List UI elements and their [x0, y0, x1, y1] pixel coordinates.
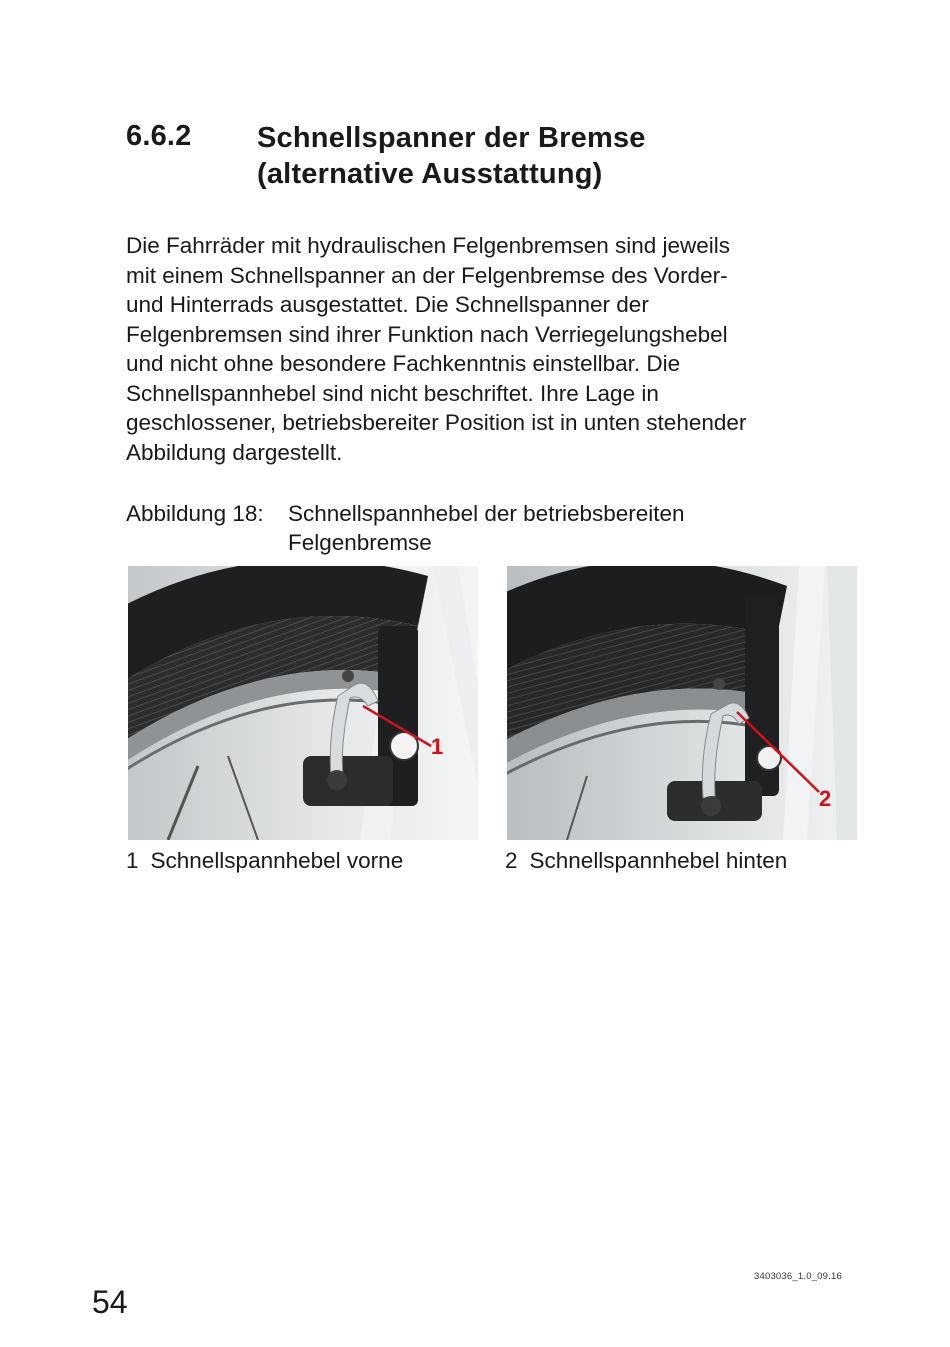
section-title-line: (alternative Ausstattung)	[257, 158, 603, 190]
body-line: und Hinterrads ausgestattet. Die Schnellspanner der	[126, 292, 649, 317]
body-line: Die Fahrräder mit hydraulischen Felgenbremsen sind jeweils	[126, 233, 731, 258]
photo-caption-front	[126, 848, 403, 874]
photo-caption-text: Schnellspannhebel vorne	[150, 848, 404, 873]
body-line: und nicht ohne besondere Fachkenntnis einstellbar. Die	[126, 351, 681, 376]
front-brake-photo	[128, 566, 478, 840]
figure-caption-line: Felgenbremse	[288, 530, 432, 555]
body-line: Schnellspannhebel sind nicht beschriftet. Ihre Lage in	[126, 380, 659, 406]
body-paragraph	[126, 231, 866, 467]
section-title	[257, 120, 646, 192]
document-code: 3403036_1.0_09.16	[754, 1271, 842, 1282]
figure-caption-line: Schnellspannhebel der betriebsbereiten	[288, 501, 685, 526]
photo-caption-text: Schnellspannhebel hinten	[529, 848, 788, 873]
section-number: 6.6.2	[126, 120, 192, 152]
body-line: Felgenbremsen sind ihrer Funktion nach Verriegelungshebel	[126, 321, 728, 347]
section-title-line: Schnellspanner der Bremse	[257, 122, 646, 154]
page-number: 54	[92, 1284, 128, 1320]
body-line: Abbildung dargestellt.	[126, 439, 343, 465]
photo-caption-number: 2	[505, 848, 518, 873]
figure-label: Abbildung 18:	[126, 501, 264, 526]
body-line: mit einem Schnellspanner an der Felgenbremse des Vorder-	[126, 262, 728, 288]
callout-marker-2: 2	[819, 786, 832, 811]
callout-marker-1: 1	[431, 734, 444, 759]
rear-brake-photo	[507, 566, 857, 840]
photo-caption-rear	[505, 848, 787, 874]
body-line: geschlossener, betriebsbereiter Position ist in unten stehender	[126, 410, 747, 435]
photo-caption-number: 1	[126, 848, 139, 873]
